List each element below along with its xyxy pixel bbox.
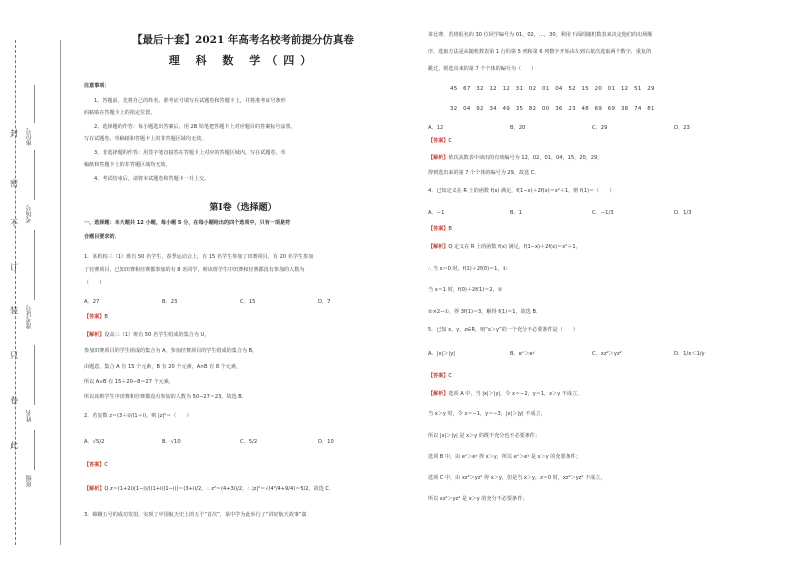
option: A．12: [428, 125, 444, 131]
explanation-line: [84, 486, 334, 493]
option: D．1/x＜1/y: [674, 351, 705, 357]
option: A．−1: [428, 210, 445, 216]
field-line: [34, 430, 35, 470]
option: D．10: [318, 439, 334, 445]
option: B．23: [162, 299, 178, 305]
option: C．xz²＞yz²: [592, 351, 622, 357]
explanation-line: 当 x＞y 时，令 x＝−1，y＝−3，|x|＞|y| 不成立，: [428, 411, 546, 417]
seal-char: 卷: [10, 396, 18, 405]
explanation-line: 由题意，集合 A 有 15 个元素，B 有 20 个元素，A∩B 有 8 个元素，: [84, 364, 242, 370]
answer-line: [428, 138, 452, 145]
option: D．23: [674, 125, 690, 131]
field-line: [34, 85, 35, 123]
exam-title: 【最后十套】2021 年高考名校考前提分仿真卷: [132, 34, 354, 46]
explanation-line: 所以 A∪B 有 15＋20−8＝27 个元素，: [84, 379, 174, 385]
answer-value: C: [448, 138, 452, 144]
field-line: [34, 230, 35, 300]
option: D．7: [318, 299, 331, 305]
option: B．20: [510, 125, 526, 131]
field-exam-room: 考场号: [26, 205, 33, 223]
exam-subtitle: 理 科 数 学（四）: [168, 54, 318, 67]
answer-value: C: [448, 373, 452, 379]
explanation-line: [84, 332, 209, 339]
option: A．27: [84, 299, 100, 305]
option: C．29: [592, 125, 608, 131]
explanation-text: Q 定义在 R 上的函数 f(x) 满足，f(1−x)＋2f(x)＝x²＋1，: [448, 244, 581, 250]
answer-value: C: [104, 462, 108, 468]
seal-char: 装: [10, 306, 18, 315]
option: C．15: [240, 299, 256, 305]
field-class: 班级: [26, 475, 33, 487]
question-line: 1．某机构三（1）班有 50 名学生，春季运动会上，有 15 名学生参加了田赛项目，有 20 名学生参加: [84, 254, 314, 260]
notice-line: 1、答题前，先将自己的姓名、准考证号填写在试题卷和答题卡上，并将准考证号条形: [94, 98, 286, 104]
field-name: 姓名: [26, 410, 33, 422]
explanation-line: 所以 |x|＞|y| 是 x＞y 的既不充分也不必要条件；: [428, 433, 540, 439]
answer-label: 【答案】: [428, 138, 449, 144]
answer-label: 【答案】: [84, 314, 105, 320]
explanation-line: [428, 391, 582, 398]
option: C．−1/3: [592, 210, 614, 216]
explanation-text: 设高三（1）班有 50 名学生组成的集合为 U，: [104, 332, 210, 338]
binding-margin: [0, 0, 70, 562]
question-line: 了径赛项目，已知田赛和径赛都参加的有 8 名同学，则该班学生中田赛和径赛都没有参加的人数为: [84, 267, 305, 273]
explanation-line: 选项 C 中，由 xz²＞yz² 得 x＞y，但是当 x＞y，z＝0 时，xz²＞yz² 不成立，: [428, 475, 606, 481]
question-line: 4．已知定义在 R 上的函数 f(x) 满足，f(1−x)＋2f(x)＝x²＋1，则 f(1)＝（ ）: [428, 188, 615, 194]
seal-char: 订: [10, 263, 18, 272]
explanation-line: ②×2−①，得 3f(1)＝3，解得 f(1)＝1，故选 B．: [428, 309, 542, 315]
explanation-line: 所以 xz²＞yz² 是 x＞y 的充分不必要条件；: [428, 496, 528, 502]
option: A．|x|＞|y|: [428, 351, 456, 357]
question-line: 讲比赛．若将报名的 30 位同学编号为 01，02，…，30，利用下面的随机数表来决定他们的出场顺: [428, 32, 653, 38]
notice-line: 稿纸和答题卡上的非答题区域均无效。: [84, 162, 171, 168]
option: A．√5/2: [84, 439, 105, 445]
answer-value: B: [448, 226, 452, 232]
explanation-label: 【解析】: [84, 332, 105, 338]
answer-line: [84, 314, 108, 321]
field-line: [34, 150, 35, 200]
seal-char: 此: [10, 441, 18, 450]
notice-line: 写在试题卷、草稿纸和答题卡上的非答题区域均无效。: [84, 136, 207, 142]
seal-dashed-line: [15, 40, 16, 545]
notice-line: 码粘贴在答题卡上的指定位置。: [84, 110, 156, 116]
answer-label: 【答案】: [428, 373, 449, 379]
option: C．5/2: [240, 439, 258, 445]
question-line: （ ）: [84, 280, 105, 286]
seal-solid-line: [60, 40, 61, 545]
explanation-text: 选项 A 中，当 |x|＞|y|，令 x＝−2，y＝1，x＞y 不成立，: [448, 391, 583, 397]
explanation-line: 当 x＝1 时，f(0)＋2f(1)＝2，②: [428, 287, 503, 293]
answer-value: B: [104, 314, 108, 320]
field-line: [34, 345, 35, 405]
answer-line: [428, 226, 452, 233]
field-seat-number: 座位号: [26, 128, 33, 146]
explanation-label: 【解析】: [428, 155, 449, 161]
section-intro: 合题目要求的．: [84, 234, 120, 240]
answer-label: 【答案】: [428, 226, 449, 232]
seal-char: 只: [10, 351, 18, 360]
answer-line: [84, 462, 108, 469]
notice-title: 注意事项：: [84, 83, 110, 89]
answer-label: 【答案】: [84, 462, 105, 468]
section-heading: 第Ⅰ卷（选择题）: [209, 203, 277, 213]
field-admission-number: 准考证号: [26, 305, 33, 329]
explanation-line: 得到选出来的第 7 个个体的编号为 29，故选 C．: [428, 170, 540, 176]
random-number-row: 32 04 92 34 49 35 82 00 36 23 48 69 69 38 74 81: [450, 106, 655, 112]
question-line: 2．若复数 z＝(3＋i)/(1＋i)，则 |z|²＝（ ）: [84, 413, 192, 419]
explanation-line: [428, 244, 581, 251]
seal-char: 密: [10, 179, 18, 188]
option: B．1: [510, 210, 523, 216]
section-intro: 一、选择题：本大题共 12 小题，每小题 5 分，在每小题给出的四个选项中，只有一项是符: [84, 220, 291, 226]
question-line: 5．已知 x，y，z∈R，则“x＞y”的一个充分不必要条件是（ ）: [428, 327, 579, 333]
question-line: 3．嫦娥五号的成功发射，实现了中国航天史上的五个“首次”，某中学为此举行了“讲好航天故事”演: [84, 512, 307, 518]
explanation-text: 依次从数表中读出的有效编号为 12，02，01，04，15，20，29，: [448, 155, 603, 161]
notice-line: 2、选择题的作答：每小题选出答案后，用 2B 铅笔把答题卡上对应题目的答案标号涂黑，: [94, 124, 296, 130]
option: D．1/3: [674, 210, 692, 216]
notice-line: 4、考试结束后，请将本试题卷和答题卡一并上交。: [94, 176, 210, 182]
explanation-line: 所以该班学生中田赛和径赛都没有参加的人数为 50−27＝23，故选 B．: [84, 394, 247, 400]
option: B．√10: [162, 439, 181, 445]
explanation-line: [428, 155, 602, 162]
explanation-label: 【解析】: [84, 486, 105, 492]
seal-char: 封: [10, 129, 18, 138]
random-number-row: 45 67 32 12 12 31 02 01 04 52 15 20 01 12 51 29: [450, 86, 655, 92]
explanation-text: Q z＝(1+2i)(1−i)/((1+i)(1−i))＝(3+i)/2，∴ z²＝(4+3i)/2，∴ |z|²＝√(4²/4+9/4)＝5/2，故选 C．: [104, 486, 335, 492]
explanation-label: 【解析】: [428, 391, 449, 397]
seal-char: 不: [10, 219, 18, 228]
explanation-label: 【解析】: [428, 244, 449, 250]
explanation-line: 选项 B 中，由 eˣ＞eʸ 得 x＞y，所以 eˣ＞eʸ 是 x＞y 的充要条件；: [428, 454, 581, 460]
notice-line: 3、非选择题的作答：用签字笔直接答在答题卡上对应的答题区域内。写在试题卷、草: [94, 150, 286, 156]
question-line: 跳过，则选出来的第 7 个个体的编号为（ ）: [428, 66, 537, 72]
option: B．eˣ＞eʸ: [510, 351, 535, 357]
question-line: 序，选取方法是从随机数表第 1 行的第 5 列和第 6 列数字开始由左到右依次选取两个数字，重复的: [428, 49, 652, 55]
explanation-line: 参加田赛项目的学生组成的集合为 A，参加径赛项目的学生组成的集合为 B，: [84, 348, 258, 354]
answer-line: [428, 373, 452, 380]
explanation-line: ∴ 当 x＝0 时，f(1)＋2f(0)＝1，①: [428, 266, 508, 272]
